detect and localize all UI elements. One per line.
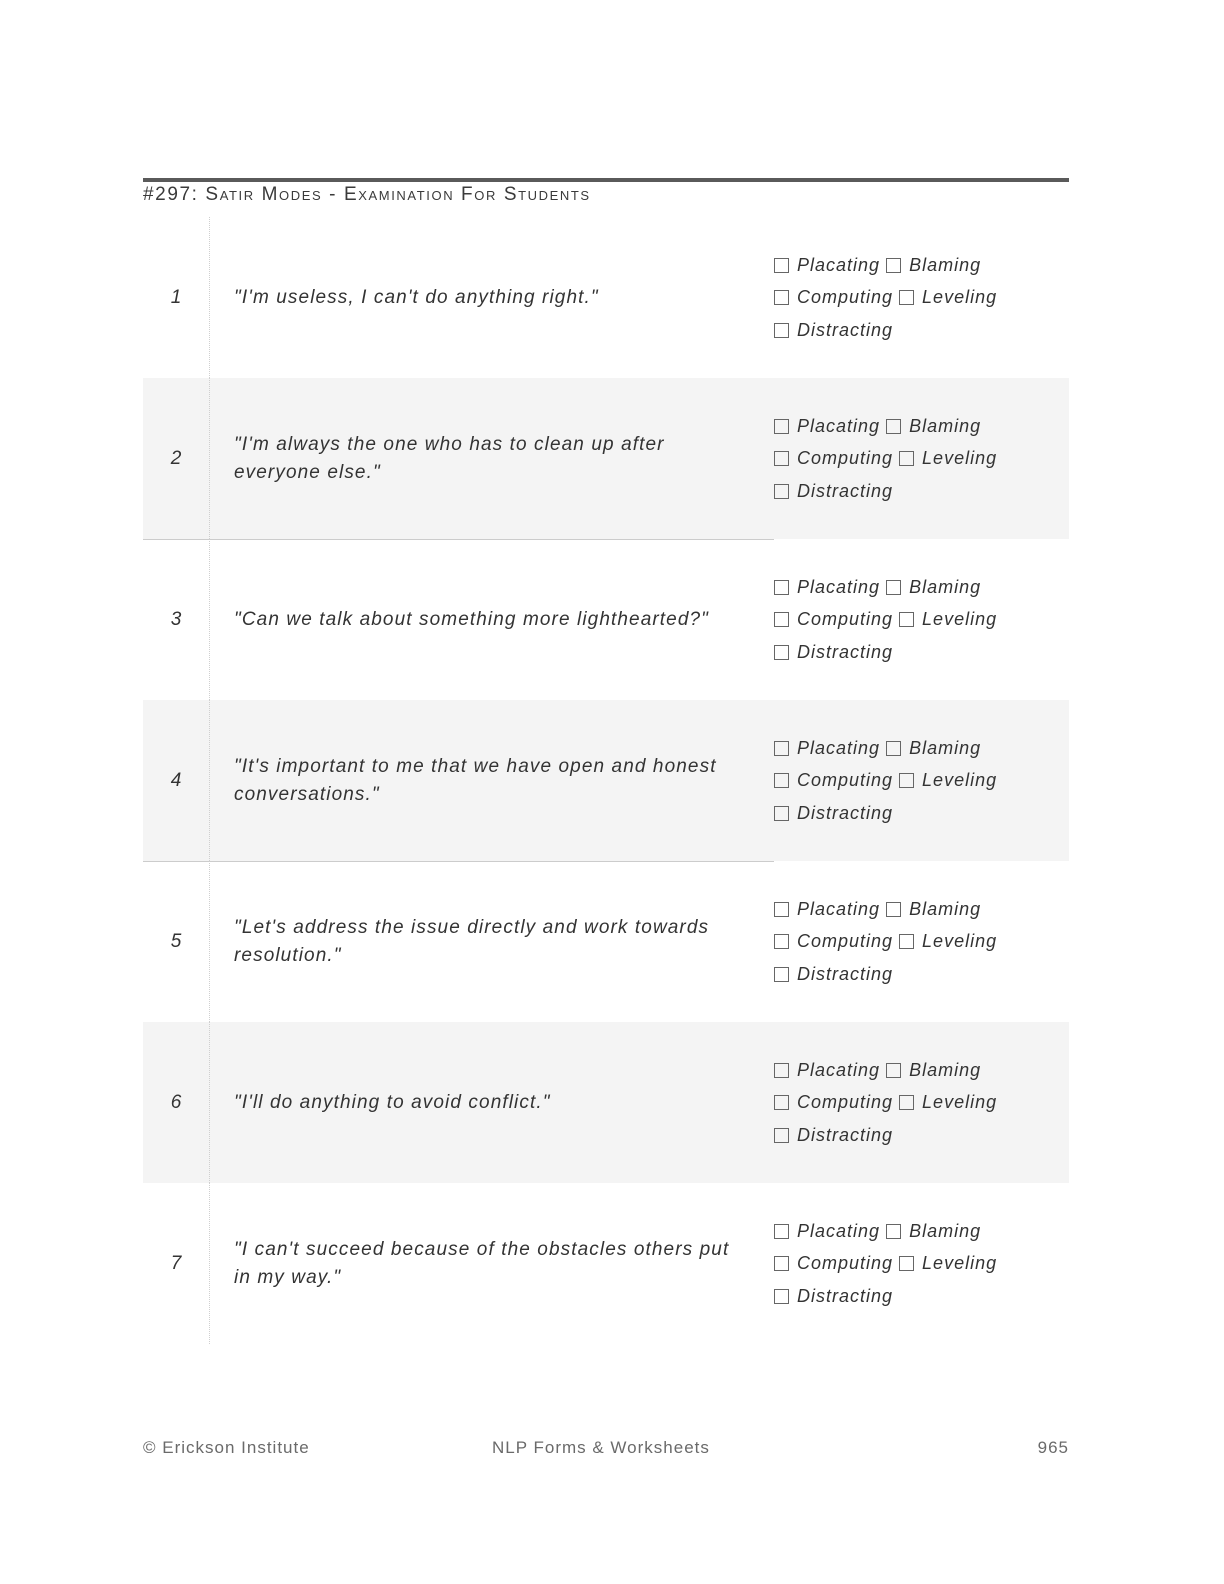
checkbox-icon[interactable] — [774, 741, 789, 756]
option-label: Distracting — [797, 802, 894, 823]
checkbox-icon[interactable] — [774, 258, 789, 273]
row-number: 6 — [143, 1022, 210, 1183]
footer-copyright: © Erickson Institute — [143, 1438, 310, 1457]
option-label: Distracting — [797, 963, 894, 984]
option-blaming[interactable] — [886, 1060, 981, 1081]
option-placating[interactable] — [774, 899, 880, 920]
row-quote: "I'm useless, I can't do anything right." — [234, 286, 599, 308]
checkbox-icon[interactable] — [774, 1095, 789, 1110]
option-computing[interactable] — [774, 287, 893, 308]
option-label: Blaming — [909, 1059, 982, 1080]
checkbox-icon[interactable] — [774, 580, 789, 595]
checkbox-icon[interactable] — [774, 419, 789, 434]
row-number: 2 — [143, 378, 210, 539]
table-row — [143, 217, 1069, 378]
row-quote: "It's important to me that we have open and honest conversations." — [234, 755, 717, 805]
row-number: 5 — [143, 861, 210, 1022]
checkbox-icon[interactable] — [774, 1128, 789, 1143]
option-label: Computing — [797, 931, 894, 951]
checkbox-icon[interactable] — [774, 934, 789, 949]
option-label: Blaming — [909, 415, 982, 436]
checkbox-icon[interactable] — [774, 967, 789, 982]
checkbox-icon[interactable] — [774, 1063, 789, 1078]
option-leveling[interactable] — [899, 770, 997, 791]
row-quote: "Can we talk about something more lighthearted?" — [234, 608, 710, 630]
table-row — [143, 378, 1069, 539]
option-leveling[interactable] — [899, 1092, 997, 1113]
option-distracting[interactable] — [774, 1286, 893, 1307]
option-label: Computing — [797, 1253, 894, 1273]
page-title: #297: Satir Modes - Examination For Students — [143, 184, 591, 205]
option-blaming[interactable] — [886, 1221, 981, 1242]
option-blaming[interactable] — [886, 738, 981, 759]
table-row — [143, 861, 1069, 1022]
exam-table — [143, 217, 1069, 1344]
checkbox-icon[interactable] — [774, 451, 789, 466]
checkbox-icon[interactable] — [886, 419, 901, 434]
option-label: Leveling — [922, 931, 998, 951]
checkbox-icon[interactable] — [774, 1289, 789, 1304]
option-label: Distracting — [797, 319, 894, 340]
checkbox-icon[interactable] — [886, 741, 901, 756]
mode-options — [750, 700, 1069, 861]
checkbox-icon[interactable] — [886, 258, 901, 273]
option-label: Blaming — [909, 254, 982, 275]
checkbox-icon[interactable] — [774, 290, 789, 305]
checkbox-icon[interactable] — [774, 806, 789, 821]
option-label: Leveling — [922, 448, 998, 468]
option-label: Placating — [797, 1059, 881, 1080]
mode-options — [750, 217, 1069, 378]
option-label: Placating — [797, 898, 881, 919]
option-label: Leveling — [922, 609, 998, 629]
mode-options — [750, 1183, 1069, 1344]
option-distracting[interactable] — [774, 803, 893, 824]
option-blaming[interactable] — [886, 416, 981, 437]
mode-options — [750, 378, 1069, 539]
option-label: Placating — [797, 254, 881, 275]
page-footer — [143, 1438, 1069, 1460]
option-computing[interactable] — [774, 770, 893, 791]
option-label: Computing — [797, 287, 894, 307]
footer-page-number: 965 — [1037, 1438, 1069, 1457]
option-blaming[interactable] — [886, 899, 981, 920]
checkbox-icon[interactable] — [774, 773, 789, 788]
option-label: Placating — [797, 737, 881, 758]
option-placating[interactable] — [774, 1060, 880, 1081]
mode-options — [750, 861, 1069, 1022]
table-row — [143, 539, 1069, 700]
header-rule — [143, 178, 1069, 182]
option-leveling[interactable] — [899, 609, 997, 630]
table-row — [143, 700, 1069, 861]
option-computing[interactable] — [774, 448, 893, 469]
option-label: Blaming — [909, 1220, 982, 1241]
option-label: Computing — [797, 609, 894, 629]
option-distracting[interactable] — [774, 642, 893, 663]
checkbox-icon[interactable] — [774, 902, 789, 917]
option-blaming[interactable] — [886, 577, 981, 598]
row-number: 7 — [143, 1183, 210, 1344]
option-placating[interactable] — [774, 416, 880, 437]
checkbox-icon[interactable] — [886, 1063, 901, 1078]
checkbox-icon[interactable] — [899, 451, 914, 466]
row-quote: "Let's address the issue directly and work towards resolution." — [234, 916, 710, 966]
row-number: 1 — [143, 217, 210, 378]
option-label: Leveling — [922, 1092, 998, 1112]
option-placating[interactable] — [774, 577, 880, 598]
checkbox-icon[interactable] — [886, 1224, 901, 1239]
option-label: Distracting — [797, 1124, 894, 1145]
option-placating[interactable] — [774, 255, 880, 276]
checkbox-icon[interactable] — [886, 902, 901, 917]
option-label: Computing — [797, 770, 894, 790]
option-leveling[interactable] — [899, 287, 997, 308]
option-computing[interactable] — [774, 609, 893, 630]
checkbox-icon[interactable] — [774, 612, 789, 627]
option-distracting[interactable] — [774, 481, 893, 502]
checkbox-icon[interactable] — [899, 1256, 914, 1271]
mode-options — [750, 1022, 1069, 1183]
checkbox-icon[interactable] — [886, 580, 901, 595]
checkbox-icon[interactable] — [899, 290, 914, 305]
row-quote: "I'll do anything to avoid conflict." — [234, 1091, 551, 1113]
checkbox-icon[interactable] — [899, 773, 914, 788]
option-blaming[interactable] — [886, 255, 981, 276]
option-label: Leveling — [922, 770, 998, 790]
option-label: Blaming — [909, 898, 982, 919]
option-label: Blaming — [909, 737, 982, 758]
option-distracting[interactable] — [774, 964, 893, 985]
row-quote: "I'm always the one who has to clean up after everyone else." — [234, 433, 665, 483]
option-placating[interactable] — [774, 1221, 880, 1242]
option-label: Blaming — [909, 576, 982, 597]
row-quote: "I can't succeed because of the obstacles others put in my way." — [234, 1238, 730, 1288]
option-label: Distracting — [797, 641, 894, 662]
option-distracting[interactable] — [774, 1125, 893, 1146]
table-row — [143, 1022, 1069, 1183]
option-computing[interactable] — [774, 1092, 893, 1113]
option-label: Leveling — [922, 287, 998, 307]
option-label: Computing — [797, 1092, 894, 1112]
row-number: 3 — [143, 539, 210, 700]
option-label: Placating — [797, 415, 881, 436]
footer-book-title: NLP Forms & Worksheets — [492, 1438, 710, 1457]
option-computing[interactable] — [774, 1253, 893, 1274]
checkbox-icon[interactable] — [899, 1095, 914, 1110]
checkbox-icon[interactable] — [899, 934, 914, 949]
option-computing[interactable] — [774, 931, 893, 952]
option-leveling[interactable] — [899, 1253, 997, 1274]
option-label: Distracting — [797, 480, 894, 501]
checkbox-icon[interactable] — [774, 1224, 789, 1239]
option-leveling[interactable] — [899, 931, 997, 952]
checkbox-icon[interactable] — [774, 323, 789, 338]
option-placating[interactable] — [774, 738, 880, 759]
option-label: Computing — [797, 448, 894, 468]
option-label: Distracting — [797, 1285, 894, 1306]
mode-options — [750, 539, 1069, 700]
option-label: Placating — [797, 1220, 881, 1241]
checkbox-icon[interactable] — [899, 612, 914, 627]
option-label: Placating — [797, 576, 881, 597]
option-distracting[interactable] — [774, 320, 893, 341]
option-label: Leveling — [922, 1253, 998, 1273]
option-leveling[interactable] — [899, 448, 997, 469]
checkbox-icon[interactable] — [774, 484, 789, 499]
checkbox-icon[interactable] — [774, 1256, 789, 1271]
row-number: 4 — [143, 700, 210, 861]
table-row — [143, 1183, 1069, 1344]
checkbox-icon[interactable] — [774, 645, 789, 660]
